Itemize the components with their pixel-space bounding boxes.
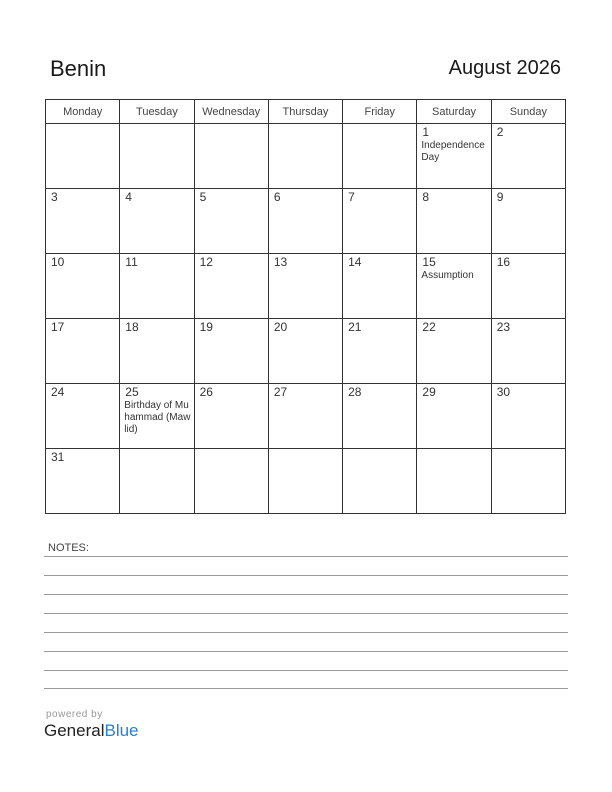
day-number: 21	[348, 320, 362, 334]
day-number: 4	[125, 190, 132, 204]
day-cell	[194, 384, 268, 449]
powered-by-text: powered by	[46, 709, 103, 720]
day-cell	[268, 124, 342, 189]
day-cell	[268, 449, 342, 514]
day-cell	[268, 254, 342, 319]
day-cell	[194, 254, 268, 319]
day-number: 23	[496, 320, 511, 334]
day-cell	[491, 449, 565, 514]
day-cell	[120, 319, 194, 384]
notes-line	[44, 670, 568, 671]
day-cell	[194, 449, 268, 514]
day-number: 8	[422, 190, 430, 204]
day-number: 30	[496, 385, 511, 399]
day-cell	[46, 254, 120, 319]
day-cell	[120, 189, 194, 254]
day-cell	[194, 319, 268, 384]
weekday-header: Friday	[343, 100, 417, 124]
day-number: 16	[496, 255, 511, 269]
day-number: 7	[348, 190, 355, 204]
week-row	[46, 124, 566, 189]
day-number: 31	[51, 450, 65, 464]
week-row	[46, 189, 566, 254]
weekday-header: Saturday	[417, 100, 491, 124]
calendar-grid	[45, 99, 566, 514]
day-number: 18	[125, 320, 139, 334]
holiday-label: Assumption	[421, 270, 474, 281]
day-cell	[120, 384, 194, 449]
notes-line	[44, 688, 568, 689]
notes-label: NOTES:	[48, 542, 89, 554]
day-cell	[120, 254, 194, 319]
day-cell	[343, 384, 417, 449]
notes-line	[44, 594, 568, 595]
day-cell	[417, 124, 491, 189]
weekday-header: Monday	[46, 100, 120, 124]
day-cell	[343, 319, 417, 384]
day-cell	[46, 384, 120, 449]
weekday-header: Wednesday	[194, 100, 268, 124]
day-number: 29	[422, 385, 436, 399]
week-row	[46, 254, 566, 319]
day-cell	[46, 189, 120, 254]
day-cell	[120, 449, 194, 514]
brand-general: General	[44, 721, 105, 740]
day-number: 6	[273, 190, 281, 204]
month-year-title: August 2026	[448, 57, 561, 79]
day-number: 10	[51, 255, 65, 269]
week-row	[46, 319, 566, 384]
day-cell	[46, 319, 120, 384]
day-number: 25	[125, 385, 139, 399]
brand-blue: Blue	[104, 721, 139, 740]
week-row	[46, 384, 566, 449]
weekday-header-row	[46, 100, 566, 124]
day-number: 5	[199, 190, 207, 204]
day-cell	[417, 189, 491, 254]
day-cell	[46, 124, 120, 189]
day-cell	[491, 124, 565, 189]
day-cell	[120, 124, 194, 189]
day-number: 9	[496, 190, 504, 204]
day-number: 3	[51, 190, 58, 204]
day-number: 17	[51, 320, 65, 334]
day-number: 27	[273, 385, 288, 399]
notes-line	[44, 632, 568, 633]
brand-logo[interactable]	[44, 721, 139, 741]
notes-line	[44, 575, 568, 576]
day-number: 20	[273, 320, 288, 334]
day-cell	[343, 254, 417, 319]
day-number: 19	[199, 320, 213, 334]
day-number: 22	[422, 320, 436, 334]
week-row	[46, 449, 566, 514]
day-cell	[491, 254, 565, 319]
day-cell	[194, 189, 268, 254]
day-cell	[491, 384, 565, 449]
weekday-header: Thursday	[268, 100, 342, 124]
day-number: 2	[496, 125, 504, 139]
day-cell	[343, 449, 417, 514]
day-number: 24	[51, 385, 65, 399]
day-number: 1	[422, 125, 430, 139]
day-number: 15	[422, 255, 436, 269]
weekday-header: Sunday	[491, 100, 565, 124]
notes-line	[44, 651, 568, 652]
notes-line	[44, 556, 568, 557]
day-cell	[268, 319, 342, 384]
day-number: 13	[273, 255, 288, 269]
day-cell	[268, 384, 342, 449]
weekday-header: Tuesday	[120, 100, 194, 124]
day-cell	[417, 384, 491, 449]
day-cell	[343, 124, 417, 189]
notes-line	[44, 613, 568, 614]
day-number: 12	[199, 255, 213, 269]
holiday-label: Independence Day	[421, 140, 485, 163]
day-cell	[417, 254, 491, 319]
day-cell	[46, 449, 120, 514]
day-cell	[491, 319, 565, 384]
day-number: 26	[199, 385, 213, 399]
country-title: Benin	[50, 56, 107, 81]
day-cell	[194, 124, 268, 189]
day-cell	[343, 189, 417, 254]
day-number: 11	[125, 255, 138, 269]
day-cell	[268, 189, 342, 254]
day-cell	[417, 449, 491, 514]
day-number: 28	[348, 385, 362, 399]
day-cell	[417, 319, 491, 384]
day-number: 14	[348, 255, 362, 269]
holiday-label: Birthday of Muhammad (Mawlid)	[124, 400, 191, 435]
day-cell	[491, 189, 565, 254]
